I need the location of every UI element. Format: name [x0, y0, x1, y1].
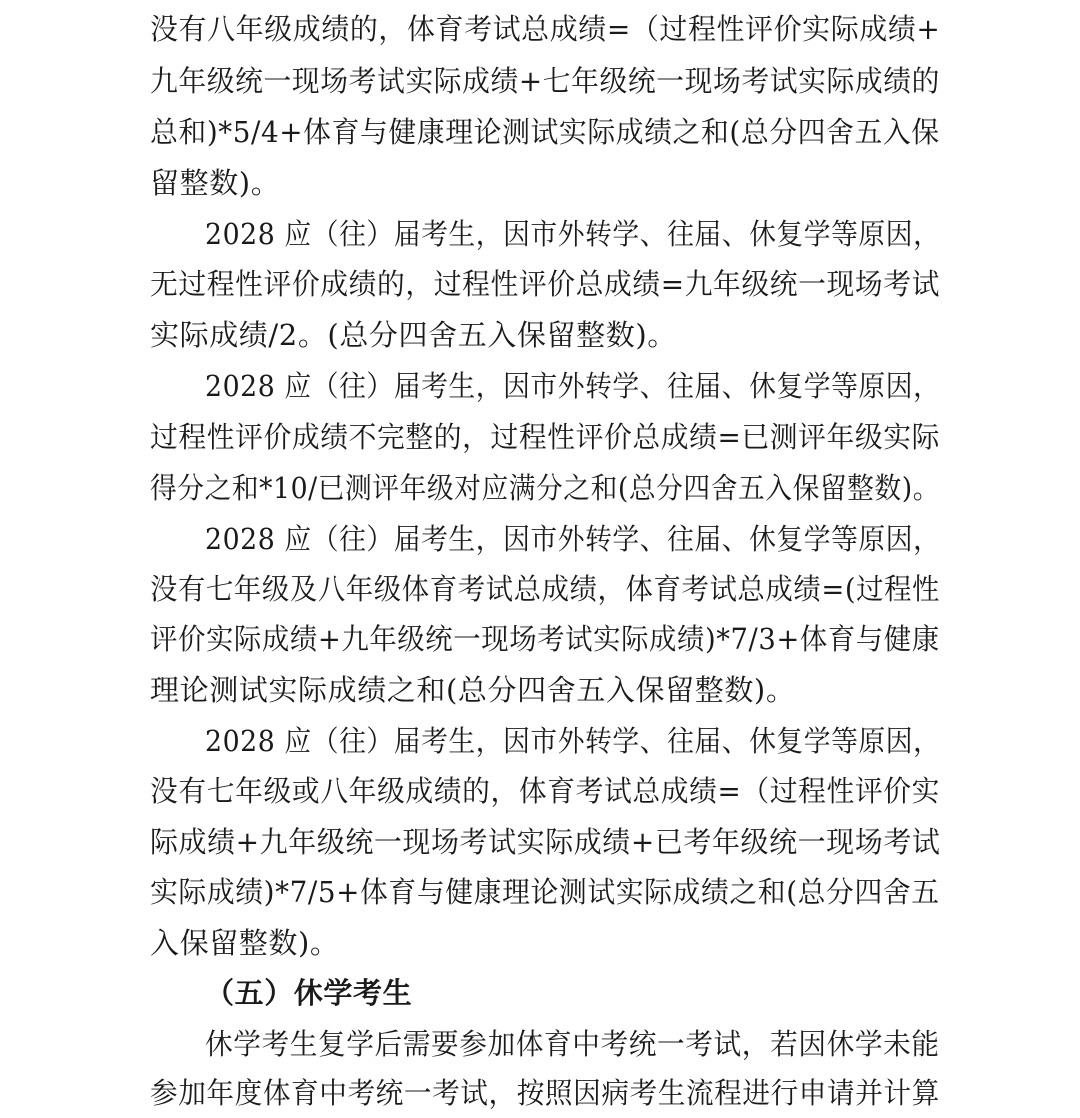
paragraph-1-line-4: 留整数)。 — [150, 166, 281, 200]
paragraph-1-line-2: 九年级统一现场考试实际成绩+七年级统一现场考试实际成绩的 — [150, 64, 941, 98]
paragraph-5-line-5: 入保留整数)。 — [150, 926, 340, 960]
paragraph-1-line-3: 总和)*5/4+体育与健康理论测试实际成绩之和(总分四舍五入保 — [150, 115, 940, 149]
paragraph-4-line-4: 理论测试实际成绩之和(总分四舍五入保留整数)。 — [150, 673, 796, 707]
final-paragraph-line-2: 参加年度体育中考统一考试，按照因病考生流程进行申请并计算 — [150, 1076, 940, 1110]
section-heading: （五）休学考生 — [205, 976, 413, 1010]
paragraph-5-line-1: 2028 应（往）届考生，因市外转学、往届、休复学等原因， — [205, 724, 941, 758]
paragraph-2-line-3: 实际成绩/2。(总分四舍五入保留整数)。 — [150, 318, 677, 352]
paragraph-5-line-4: 实际成绩)*7/5+体育与健康理论测试实际成绩之和(总分四舍五 — [150, 875, 940, 909]
paragraph-3-line-3: 得分之和*10/已测评年级对应满分之和(总分四舍五入保留整数)。 — [150, 471, 940, 505]
paragraph-4-line-1: 2028 应（往）届考生，因市外转学、往届、休复学等原因， — [205, 522, 941, 556]
paragraph-3-line-1: 2028 应（往）届考生，因市外转学、往届、休复学等原因， — [205, 369, 941, 403]
paragraph-5-line-2: 没有七年级或八年级成绩的，体育考试总成绩=（过程性评价实 — [150, 774, 941, 808]
paragraph-3-line-2: 过程性评价成绩不完整的，过程性评价总成绩=已测评年级实际 — [150, 420, 941, 454]
paragraph-1-line-1: 没有八年级成绩的，体育考试总成绩=（过程性评价实际成绩+ — [150, 12, 941, 46]
final-paragraph-line-1: 休学考生复学后需要参加体育中考统一考试，若因休学未能 — [205, 1027, 940, 1061]
paragraph-2-line-1: 2028 应（往）届考生，因市外转学、往届、休复学等原因， — [205, 217, 941, 251]
paragraph-4-line-3: 评价实际成绩+九年级统一现场考试实际成绩)*7/3+体育与健康 — [150, 622, 940, 656]
paragraph-4-line-2: 没有七年级及八年级体育考试总成绩，体育考试总成绩=(过程性 — [150, 572, 941, 606]
paragraph-5-line-3: 际成绩+九年级统一现场考试实际成绩+已考年级统一现场考试 — [150, 825, 941, 859]
paragraph-2-line-2: 无过程性评价成绩的，过程性评价总成绩=九年级统一现场考试 — [150, 267, 941, 301]
